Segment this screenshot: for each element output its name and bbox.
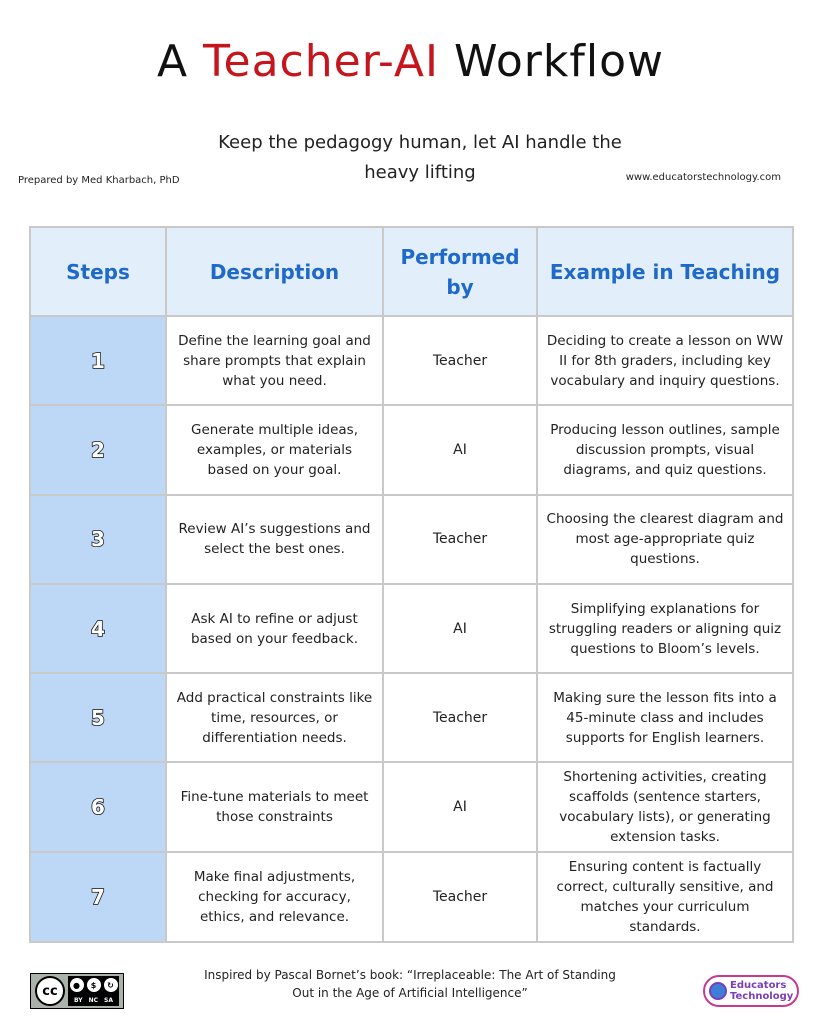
step-description: Make final adjustments, checking for accuracy, ethics, and relevance.: [166, 852, 383, 942]
title-part-1: A: [157, 36, 189, 87]
step-description: Fine-tune materials to meet those constraints: [166, 762, 383, 852]
column-header-steps: Steps: [30, 227, 166, 316]
subtitle: Keep the pedagogy human, let AI handle the heavy lifting: [218, 132, 622, 183]
step-example: Shortening activities, creating scaffolds (sentence starters, vocabulary lists), or generating extension tasks.: [537, 762, 793, 852]
step-performer: Teacher: [383, 316, 537, 405]
table-row: [30, 495, 793, 584]
step-description: Ask AI to refine or adjust based on your feedback.: [166, 584, 383, 673]
step-example: Deciding to create a lesson on WW II for 8th graders, including key vocabulary and inquiry questions.: [537, 316, 793, 405]
column-header-performed-by: Performed by: [383, 227, 537, 316]
website-link[interactable]: www.educatorstechnology.com: [625, 172, 781, 183]
step-example: Producing lesson outlines, sample discussion prompts, visual diagrams, and quiz questions.: [537, 405, 793, 494]
step-number: 2: [30, 405, 166, 494]
step-number: 3: [30, 495, 166, 584]
step-example: Making sure the lesson fits into a 45-minute class and includes supports for English learners.: [537, 673, 793, 762]
educators-technology-logo[interactable]: [703, 975, 799, 1007]
step-performer: Teacher: [383, 852, 537, 942]
table-row: [30, 762, 793, 852]
logo-line-1: Educators: [730, 980, 787, 991]
prepared-by: Prepared by Med Kharbach, PhD: [18, 175, 180, 186]
logo-line-2: Technology: [730, 991, 794, 1002]
by-icon: ●: [70, 978, 84, 992]
step-number: 4: [30, 584, 166, 673]
step-performer: AI: [383, 762, 537, 852]
page-title: [0, 36, 821, 87]
column-header-description: Description: [166, 227, 383, 316]
step-description: Review AI’s suggestions and select the best ones.: [166, 495, 383, 584]
step-description: Add practical constraints like time, resources, or differentiation needs.: [166, 673, 383, 762]
table-header-row: [30, 227, 793, 316]
cc-icon: cc: [35, 976, 65, 1006]
table-row: [30, 316, 793, 405]
step-number: 5: [30, 673, 166, 762]
step-number: 1: [30, 316, 166, 405]
nc-icon: $: [87, 978, 101, 992]
title-part-2: Workflow: [453, 36, 664, 87]
step-example: Simplifying explanations for struggling readers or aligning quiz questions to Bloom’s levels.: [537, 584, 793, 673]
step-performer: AI: [383, 584, 537, 673]
step-number: 6: [30, 762, 166, 852]
table-row: [30, 584, 793, 673]
sa-icon: ↻: [104, 978, 118, 992]
license-label-by: BY: [74, 997, 83, 1004]
step-performer: Teacher: [383, 673, 537, 762]
globe-icon: [709, 982, 727, 1000]
table-row: [30, 852, 793, 942]
license-label-nc: NC: [88, 997, 99, 1004]
step-number: 7: [30, 852, 166, 942]
license-terms: [68, 976, 119, 1006]
title-accent: Teacher-AI: [203, 36, 439, 87]
step-performer: Teacher: [383, 495, 537, 584]
step-example: Ensuring content is factually correct, culturally sensitive, and matches your curriculum standards.: [537, 852, 793, 942]
workflow-table: [29, 226, 794, 943]
step-description: Define the learning goal and share prompts that explain what you need.: [166, 316, 383, 405]
footer-credit: Inspired by Pascal Bornet’s book: “Irreplaceable: The Art of Standing Out in the Age of Artificial Intelligence”: [204, 968, 616, 1000]
table-row: [30, 405, 793, 494]
step-description: Generate multiple ideas, examples, or materials based on your goal.: [166, 405, 383, 494]
table-row: [30, 673, 793, 762]
creative-commons-license-badge[interactable]: [30, 973, 124, 1009]
step-performer: AI: [383, 405, 537, 494]
license-label-sa: SA: [104, 997, 113, 1004]
column-header-example: Example in Teaching: [537, 227, 793, 316]
step-example: Choosing the clearest diagram and most age-appropriate quiz questions.: [537, 495, 793, 584]
